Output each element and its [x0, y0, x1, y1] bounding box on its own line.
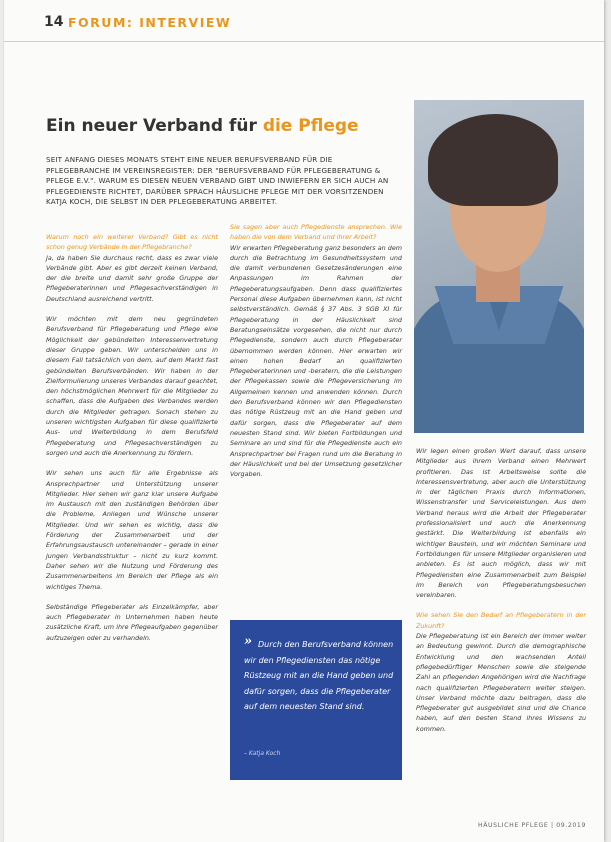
photo-jacket — [414, 288, 584, 433]
text-column-1 — [46, 232, 218, 653]
interview-answer: Wir erwarten Pflegeberatung ganz besonders an dem durch die Betrachtung im Gesundheitssystem und die damit verbundenen Gesetzesänderungen eine Anpassungen im Rahmen der Pflegeberatungsaufgaben. Denn dass qualifiziertes Personal diese Aufgaben übernehmen kann, ist nicht selbstverständlich. Gemäß § 37 Abs. 3 SGB XI für Pflegeberatung in der Häuslichkeit sind Beratungseinsätze vorgesehen, die nicht nur durch Pflegedienste, sondern auch durch Pflegeberater übernommen werden können. Hier erwarten wir einen hohen Bedarf an qualifizierten Pflegeberaterinnen und -beratern, die die Leistungen der Pflegekassen sowie die Pflegeversicherung im Allgemeinen kennen und anwenden können. Durch den Berufsverband können wir den Pflegediensten das nötige Rüstzeug mit an die Hand geben und dafür sorgen, dass die Pflegeberater auf dem neuesten Stand sind. Wir bieten Fortbildungen und Seminare an und sind für die Pflegedienste auch ein Ansprechpartner bei Fragen rund um die Beratung in der Häuslichkeit und bei der Umsetzung gesetzlicher Vorgaben. — [230, 243, 402, 479]
page-footer: HÄUSLICHE PFLEGE | 09.2019 — [477, 822, 586, 829]
pull-quote-text: Durch den Berufsverband können wir den Pflegediensten das nötige Rüstzeug mit an die Hand geben und dafür sorgen, dass die Pflegeberater auf dem neuesten Stand sind. — [244, 640, 394, 712]
photo-hair — [428, 114, 558, 206]
pull-quote-author: – Katja Koch — [244, 750, 281, 757]
article-lead: SEIT ANFANG DIESES MONATS STEHT EINE NEUER BERUFSVERBAND FÜR DIE PFLEGEBRANCHE IM VEREINSREGISTER: DER "BERUFSVERBAND FÜR PFLEGEBERATUNG & PFLEGE E.V.". WARUM ES DIESEN NEUEN VERBAND GIBT UND INWIEFERN ER SICH AUCH AN PFLEGEDIENSTE RICHTET, DARÜBER SPRACH HÄUSLICHE PFLEGE MIT DER VORSITZENDEN KATJA KOCH, DIE SELBST IN DER PFLEGEBERATUNG ARBEITET. — [46, 155, 389, 207]
text-column-2 — [230, 222, 402, 489]
interview-question: Wie sehen Sie den Bedarf an Pflegeberatern in der Zukunft? — [416, 611, 586, 630]
interview-question: Warum noch ein weiterer Verband? Gibt es nicht schon genug Verbände in der Pflegebranche? — [46, 233, 218, 252]
interview-answer: Ja, da haben Sie durchaus recht, dass es zwar viele Verbände gibt. Aber es gibt derzeit keinen Verband, der die breite und damit sehr große Gruppe der Pflegeberaterinnen und Pflegesachverständigen in Deutschland ausreichend vertritt. — [46, 253, 218, 303]
interview-answer: Wir möchten mit dem neu gegründeten Berufsverband für Pflegeberatung und Pflege eine Möglichkeit der gebündelten Interessenvertretung dieser Gruppe geben. Wir unterscheiden uns in diesem Fall tatsächlich von dem, auf dem Markt fast gebündelten Berufsverbänden. Wir haben in der Zielformulierung unseres Verbandes darauf geachtet, den höchstmöglichen Mehrwert für die Mitglieder zu schaffen, dass die Aufgaben des Verbandes werden durch die Mitglieder getragen. Sonach stehen zu unseren wichtigsten Aufgaben für diese qualifizierte Aus- und Weiterbildung in dem Berufsfeld Pflegeberatung und Pflegesachverständigen zu sorgen und auch die Anerkennung zu fördern. — [46, 315, 218, 457]
header-rule — [4, 41, 604, 42]
magazine-page — [4, 0, 604, 842]
article-title — [46, 116, 359, 136]
page-number: 14 — [44, 14, 64, 30]
interview-answer: Wir sehen uns auch für alle Ergebnisse als Ansprechpartner und Unterstützung unserer Mitglieder. Hier sehen wir ganz klar unsere Aufgabe im Austausch mit den zuständigen Behörden über die Probleme, Anliegen und Wünsche unserer Mitglieder. Und wir sehen es wichtig, dass die Förderung der Zusammenarbeit und der Erfahrungsaustausch untereinander – gerade in einer jungen Verbandsstruktur – nicht zu kurz kommt. Daher sehen wir die Nutzung und Förderung des Zusammenarbeitens im Bereich der Pflege als ein wichtiges Thema. — [46, 469, 218, 591]
title-plain: Ein neuer Verband für — [46, 116, 263, 136]
interview-question: Sie sagen aber auch Pflegedienste ansprechen. Wie haben die von dem Verband und ihrer Arbeit? — [230, 223, 402, 242]
quote-mark-icon: » — [244, 634, 253, 649]
portrait-photo — [414, 100, 584, 433]
interview-answer: Wir legen einen großen Wert darauf, dass unsere Mitglieder aus ihrem Verband einen Mehrwert profitieren. Das ist Arbeitsweise sollte die Interessensvertretung, aber auch die Unterstützung in der täglichen Praxis durch Informationen, Wissenstransfer und Serviceleistungen. Aus dem Verband heraus wird die Arbeit der Pflegeberater professionalisiert und auch die Anerkennung gestärkt. Die Weiterbildung ist ebenfalls ein wichtiger Baustein, und wir möchten Seminare und Fortbildungen für unsere Mitglieder organisieren und anbieten. Es ist auch möglich, dass wir mit Pflegediensten eine Zusammenarbeit zum Beispiel im Bereich von Pflegeberatungsbesuchen vereinbaren. — [416, 447, 586, 600]
pull-quote-box — [230, 620, 402, 780]
interview-answer: Selbständige Pflegeberater als Einzelkämpfer, aber auch Pflegeberater in Unternehmen haben heute zusätzliche Kraft, um ihre Pflegeaufgaben gegenüber aufzuzeigen oder zu verhandeln. — [46, 602, 218, 642]
title-accent: die Pflege — [262, 116, 359, 136]
text-column-3 — [416, 446, 586, 744]
interview-answer: Die Pflegeberatung ist ein Bereich der immer weiter an Bedeutung gewinnt. Durch die demographische Entwicklung und den wachsenden Anteil pflegebedürftiger Menschen sowie die steigende Zahl an pflegenden Angehörigen wird die Nachfrage nach qualifizierten Pflegeberatern weiter steigen. Unser Verband möchte dazu beitragen, dass die Pflegeberater gut ausgebildet sind und die Chance haben, auf den besten Stand ihres Wissens zu kommen. — [416, 632, 586, 733]
section-title: FORUM: INTERVIEW — [68, 15, 232, 30]
